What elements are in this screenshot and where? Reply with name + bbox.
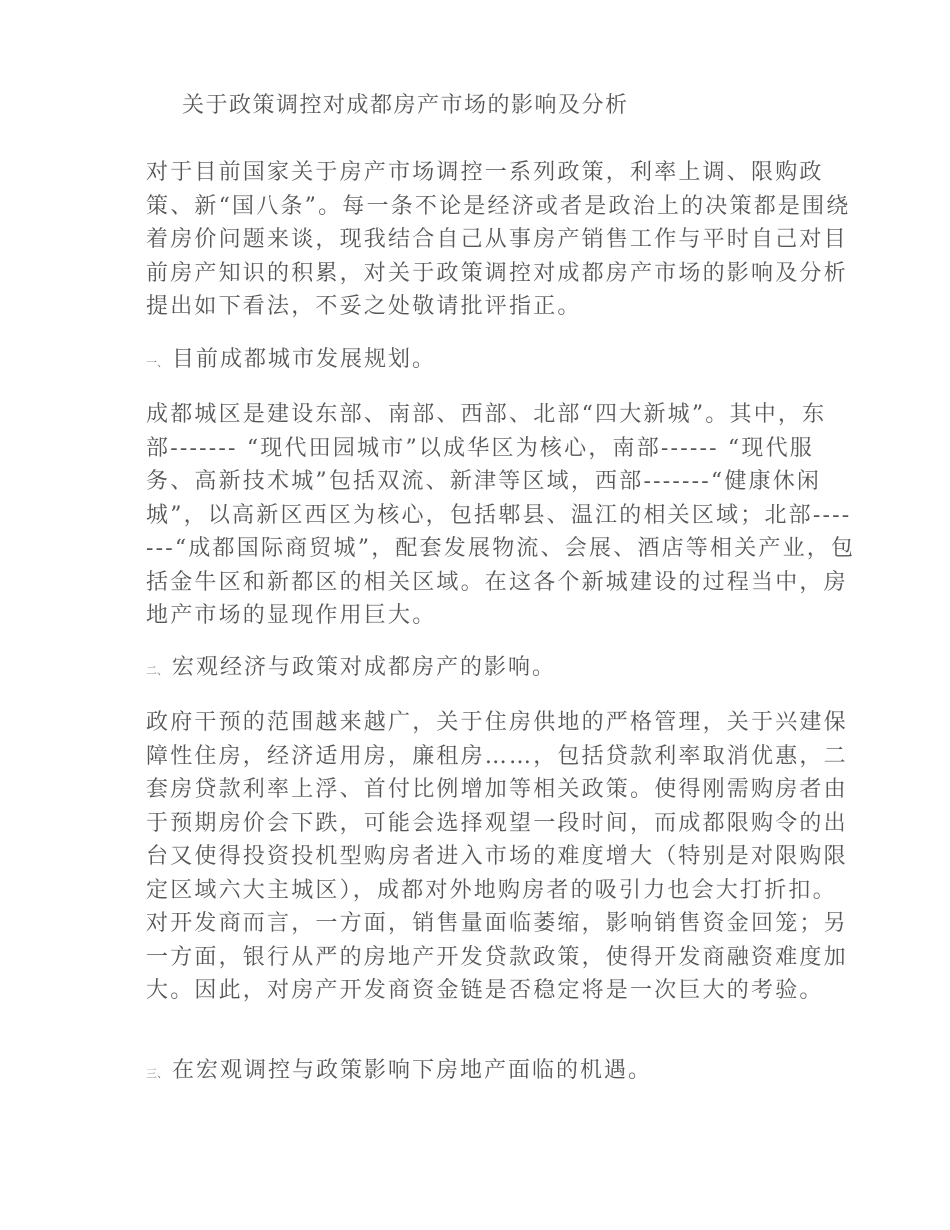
page-title: 关于政策调控对成都房产市场的影响及分析 — [182, 93, 629, 118]
intro-paragraph: 对于目前国家关于房产市场调控一系列政策，利率上调、限购政策、新“国八条”。每一条不论是经济或者是政治上的决策都是围绕着房价问题来谈，现我结合自己从事房产销售工作与平时自己对目前房产知识的积累，对关于政策调控对成都房产市场的影响及分析提出如下看法，不妥之处敬请批评指正。 — [146, 160, 851, 319]
section-body-1: 成都城区是建设东部、南部、西部、北部“四大新城”。其中，东部------- “现代田园城市”以成华区为核心，南部------ “现代服务、高新技术城”包括双流、新津等区域，西部-------“健康休闲城”，以高新区西区为核心，包括郫县、温江的相关区域；北部-------“成都国际商贸城”，配套发展物流、会展、酒店等相关产业，包括金牛区和新都区的相关区域。在这各个新城建设的过程当中，房地产市场的显现作用巨大。 — [146, 402, 856, 628]
section-heading-text-1: 目前成都城市发展规划。 — [172, 347, 437, 372]
section-heading-1 — [146, 344, 436, 379]
section-heading-text-3: 在宏观调控与政策影响下房地产面临的机遇。 — [172, 1058, 653, 1083]
section-number-1: 一、 — [146, 356, 168, 369]
section-heading-3 — [146, 1055, 652, 1090]
section-heading-2 — [146, 652, 556, 687]
section-heading-text-2: 宏观经济与政策对成都房产的影响。 — [172, 655, 557, 680]
section-number-3: 三、 — [146, 1067, 168, 1080]
section-number-2: 二、 — [146, 664, 168, 677]
section-body-2: 政府干预的范围越来越广，关于住房供地的严格管理，关于兴建保障性住房，经济适用房，廉租房……，包括贷款利率取消优惠，二套房贷款利率上浮、首付比例增加等相关政策。使得刚需购房者由于预期房价会下跌，可能会选择观望一段时间，而成都限购令的出台又使得投资投机型购房者进入市场的难度增大（特别是对限购限定区域六大主城区），成都对外地购房者的吸引力也会大打折扣。对开发商而言，一方面，销售量面临萎缩，影响销售资金回笼；另一方面，银行从严的房地产开发贷款政策，使得开发商融资难度加大。因此，对房产开发商资金链是否稳定将是一次巨大的考验。 — [146, 710, 848, 1003]
